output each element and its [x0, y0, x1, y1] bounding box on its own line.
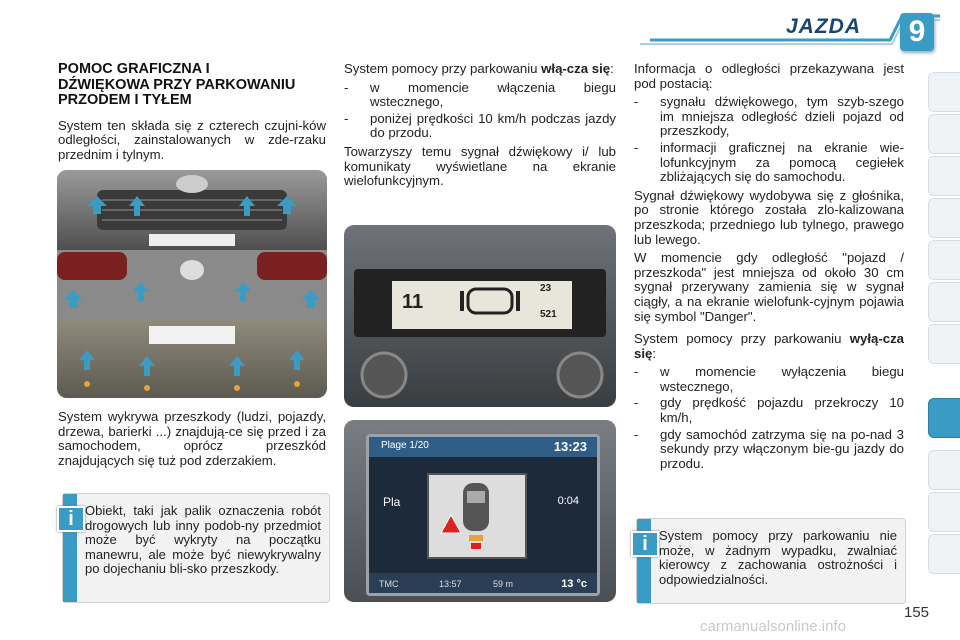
dashboard-display-illustration [344, 225, 616, 407]
side-tab[interactable] [928, 282, 960, 322]
parking-car-icon [429, 475, 525, 557]
beep-note: Towarzyszy temu sygnał dźwiękowy i/ lub komunikaty wyświetlane na ekranie wielofunkcyjnym. [344, 143, 616, 189]
screen-temp: 13 °c [561, 578, 587, 590]
list-item: - informacji graficznej na ekranie wie-lofunkcyjnym za pomocą cegiełek zbliżających się do samochodu. [634, 141, 904, 185]
info-icon: i [57, 506, 85, 532]
side-tab[interactable] [928, 240, 960, 280]
side-tab[interactable] [928, 198, 960, 238]
section-title: POMOC GRAFICZNA I DŹWIĘKOWA PRZY PARKOWANIU PRZODEM I TYŁEM [58, 61, 296, 108]
screen-tmc: TMC [379, 579, 399, 589]
side-tab[interactable] [928, 156, 960, 196]
system-on-list [344, 81, 616, 141]
dashboard-display-photo [344, 225, 616, 407]
page-number: 155 [904, 604, 930, 621]
list-item: - w momencie wyłączenia biegu wstecznego, [634, 365, 904, 394]
multifunction-screen-photo [344, 420, 616, 602]
right-column-lower [634, 332, 904, 475]
info-box-left [62, 493, 330, 603]
info-box-text: Obiekt, taki jak palik oznaczenia robót drogowych lub inny podob-ny przedmiot może być wykryty na początku manewru, ale może być niewykrywalny po dojechaniu bli-sko przeszkody. [85, 503, 321, 577]
side-tab[interactable] [928, 72, 960, 112]
car-sensor-illustration [57, 170, 327, 398]
display-date: Mar 2 [366, 317, 390, 327]
intro-paragraph: System ten składa się z czterech czujni-ków odległości, zainstalowanych w zde-rzaku przednim i tylnym. [58, 117, 326, 162]
display-code: 521 [540, 309, 557, 320]
sound-source-paragraph: Sygnał dźwiękowy wydobywa się z głośnika, po stronie którego została zlo-kalizowana przeszkoda; przedniego lub tylnego, prawego lub lewego. [634, 187, 904, 247]
screen-footer-time: 13:57 [439, 579, 462, 589]
side-tab[interactable] [928, 534, 960, 574]
screen-line: Pla [383, 495, 401, 509]
screen [366, 434, 600, 596]
detection-paragraph: System wykrywa przeszkody (ludzi, pojazdy, drzewa, barierki ...) znajdują-ce się przed i za samochodem, oprócz przeszkód znajdujących się tuż pod zderzakiem. [58, 409, 326, 468]
parking-aid-popup [427, 473, 527, 559]
side-tab[interactable] [928, 450, 960, 490]
system-off-heading: System pomocy przy parkowaniu wyłą-cza się: [634, 331, 904, 361]
right-column [634, 62, 904, 328]
system-on-heading: System pomocy przy parkowaniu włą-cza się: [344, 61, 614, 76]
screen-time2: 0:04 [557, 495, 579, 507]
side-tab-active[interactable] [928, 398, 960, 438]
system-off-list [634, 365, 904, 471]
danger-paragraph: W momencie gdy odległość "pojazd / przeszkoda" jest mniejsza od około 30 cm sygnał przerywany zamienia się w sygnał ciągły, a na ekranie wielofunk-cyjnym pojawia się symbol "Danger". [634, 250, 904, 324]
side-tab[interactable] [928, 114, 960, 154]
side-tab[interactable] [928, 324, 960, 364]
left-column [58, 62, 326, 166]
info-box-text: System pomocy przy parkowaniu nie może, w żadnym wypadku, zwalniać kierowcy z zachowania ostrożności i odpowiedzialności. [659, 528, 897, 587]
side-tab[interactable] [928, 492, 960, 532]
watermark: carmanualsonline.info [700, 618, 846, 635]
info-intro: Informacja o odległości przekazywana jest pod postacią: [634, 61, 904, 91]
list-item: - sygnału dźwiękowego, tym szyb-szego im mniejsza odległość dzieli pojazd od przeszkody, [634, 95, 904, 139]
chapter-number-badge: 9 [900, 13, 934, 51]
screen-clock: 13:23 [553, 439, 587, 454]
info-icon: i [631, 531, 659, 557]
list-item: - gdy samochód zatrzyma się na po-nad 3 sekundy przy włączonym bie-gu jazdy do przodu. [634, 428, 904, 472]
chapter-title: JAZDA [786, 15, 862, 38]
display-digits: 11 [402, 291, 424, 313]
list-item: - poniżej prędkości 10 km/h podczas jazdy do przodu. [344, 112, 616, 141]
list-item: - w momencie włączenia biegu wstecznego, [344, 81, 616, 110]
list-item: - gdy prędkość pojazdu przekroczy 10 km/h, [634, 396, 904, 425]
info-box-right [636, 518, 906, 604]
info-list [634, 95, 904, 185]
car-sensor-photo [57, 170, 327, 398]
display-temp: 23 [540, 283, 552, 294]
screen-title: Plage 1/20 [381, 440, 429, 451]
left-column-lower [58, 410, 326, 472]
chapter-side-tabs [928, 72, 960, 592]
middle-column [344, 62, 616, 193]
screen-distance: 59 m [493, 579, 514, 589]
